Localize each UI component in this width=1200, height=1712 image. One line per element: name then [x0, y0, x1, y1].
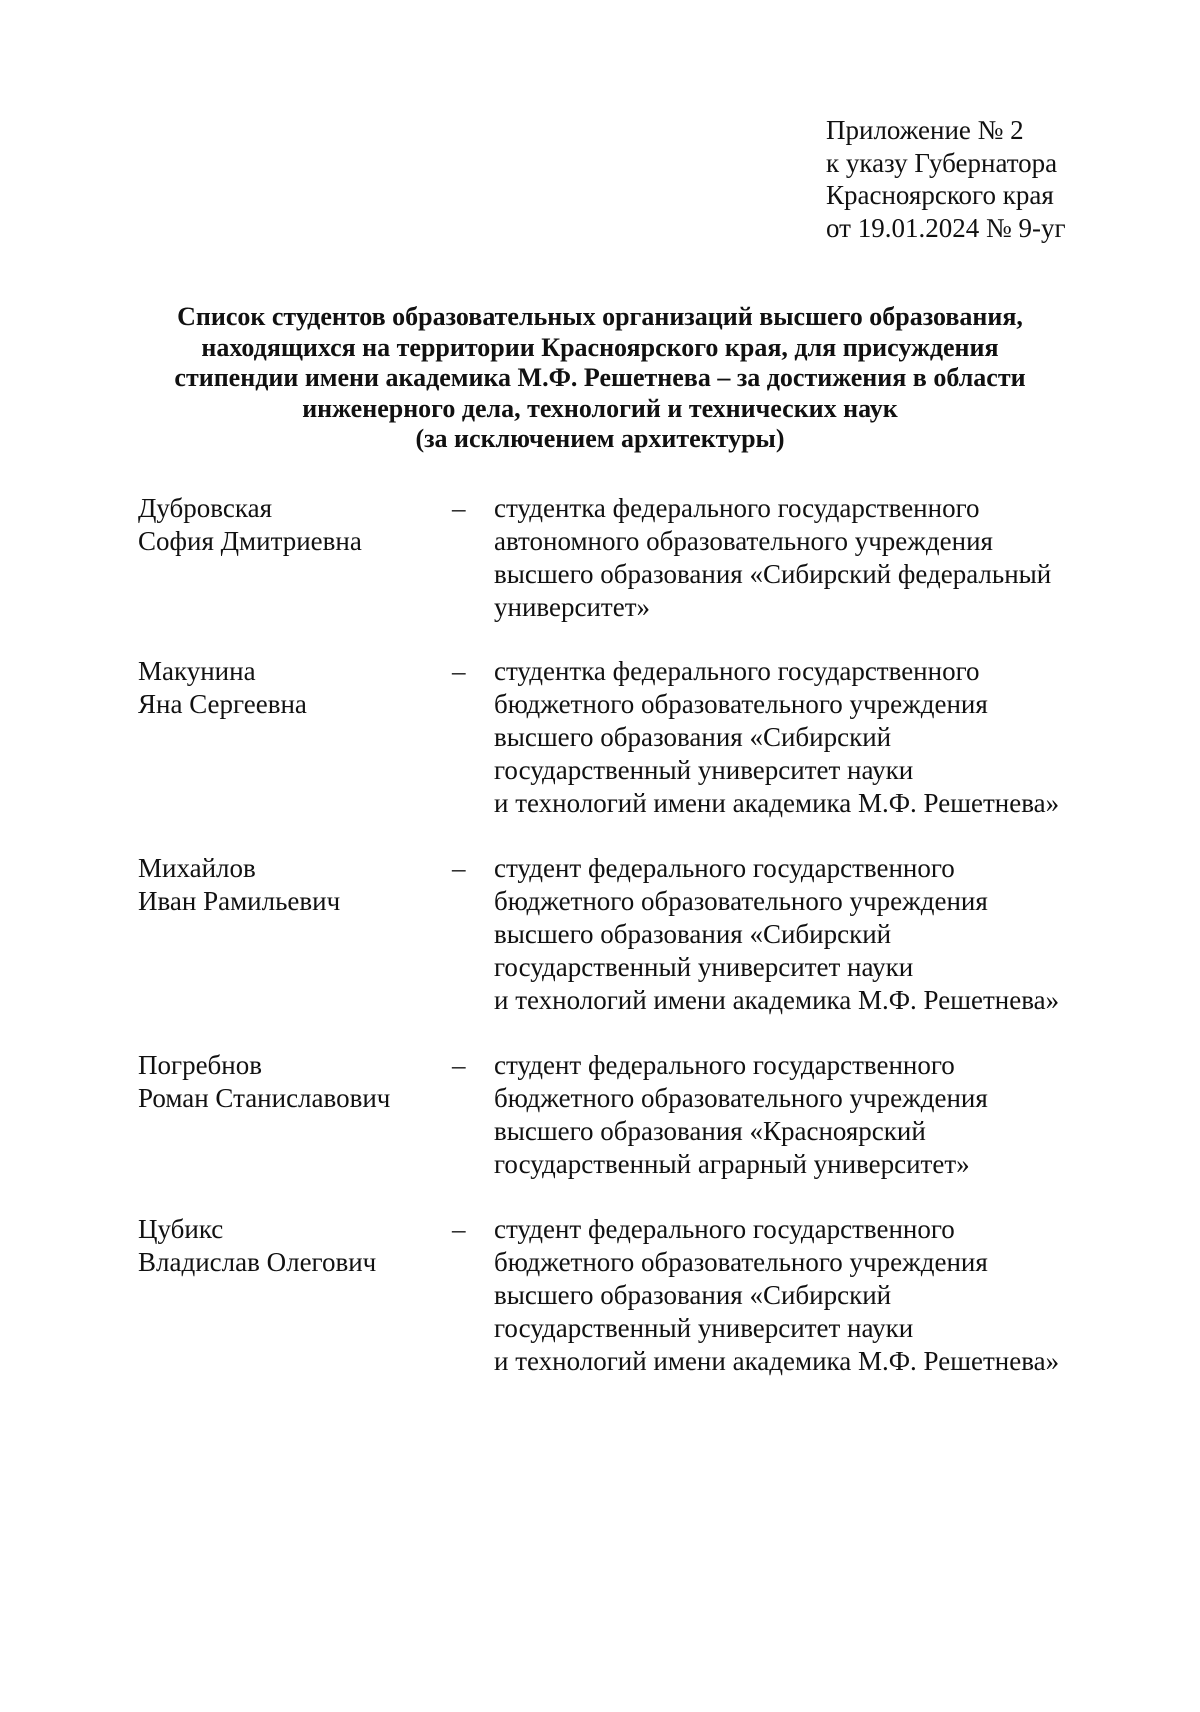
description-line: студентка федерального государственного — [494, 493, 980, 523]
description-line: и технологий имени академика М.Ф. Решетнева» — [494, 1346, 1060, 1376]
student-given-names: Владислав Олегович — [138, 1247, 377, 1277]
description-line: и технологий имени академика М.Ф. Решетнева» — [494, 985, 1060, 1015]
appendix-reference — [826, 114, 1156, 244]
description-line: университет» — [494, 592, 650, 622]
student-surname: Цубикс — [138, 1214, 224, 1244]
title-line: (за исключением архитектуры) — [415, 424, 785, 453]
description-line: студент федерального государственного — [494, 1050, 955, 1080]
student-name — [138, 852, 438, 918]
student-surname: Макунина — [138, 656, 256, 686]
student-name — [138, 492, 438, 558]
student-given-names: Яна Сергеевна — [138, 689, 307, 719]
description-line: студент федерального государственного — [494, 1214, 955, 1244]
description-line: высшего образования «Сибирский — [494, 1280, 892, 1310]
student-given-names: София Дмитриевна — [138, 526, 362, 556]
student-name — [138, 1213, 438, 1279]
student-description — [494, 1213, 1114, 1378]
description-line: высшего образования «Сибирский — [494, 722, 892, 752]
description-line: высшего образования «Сибирский федеральный — [494, 559, 1052, 589]
description-line: студентка федерального государственного — [494, 656, 980, 686]
description-line: бюджетного образовательного учреждения — [494, 1247, 988, 1277]
description-line: бюджетного образовательного учреждения — [494, 886, 988, 916]
document-title — [100, 302, 1100, 455]
description-line: высшего образования «Сибирский — [494, 919, 892, 949]
student-description — [494, 492, 1114, 624]
description-line: государственный аграрный университет» — [494, 1149, 970, 1179]
description-line: студент федерального государственного — [494, 853, 955, 883]
description-line: государственный университет науки — [494, 755, 914, 785]
title-line: находящихся на территории Красноярского края, для присуждения — [201, 332, 999, 362]
entry-dash: – — [452, 1214, 466, 1244]
description-line: автономного образовательного учреждения — [494, 526, 993, 556]
title-line: стипендии имени академика М.Ф. Решетнева – за достижения в области — [174, 363, 1026, 392]
appendix-line: Красноярского края — [826, 180, 1054, 210]
appendix-line: Приложение № 2 — [826, 115, 1024, 145]
entry-dash: – — [452, 853, 466, 883]
student-name — [138, 1049, 438, 1115]
entry-dash: – — [452, 656, 466, 686]
title-line: инженерного дела, технологий и технических наук — [302, 393, 898, 423]
student-description — [494, 655, 1114, 820]
entry-dash: – — [452, 493, 466, 523]
student-surname: Дубровская — [138, 493, 272, 523]
appendix-line: к указу Губернатора — [826, 147, 1058, 178]
description-line: бюджетного образовательного учреждения — [494, 1083, 988, 1113]
title-line: Список студентов образовательных организаций высшего образования, — [177, 302, 1023, 331]
description-line: бюджетного образовательного учреждения — [494, 689, 988, 719]
student-name — [138, 655, 438, 721]
description-line: и технологий имени академика М.Ф. Решетнева» — [494, 788, 1060, 818]
entry-dash: – — [452, 1050, 466, 1080]
student-given-names: Роман Станиславович — [138, 1083, 391, 1113]
description-line: государственный университет науки — [494, 952, 914, 982]
appendix-line: от 19.01.2024 № 9-уг — [826, 212, 1066, 243]
description-line: высшего образования «Красноярский — [494, 1116, 926, 1146]
student-surname: Погребнов — [138, 1050, 262, 1080]
description-line: государственный университет науки — [494, 1313, 914, 1343]
student-description — [494, 1049, 1114, 1181]
student-description — [494, 852, 1114, 1017]
student-surname: Михайлов — [138, 853, 256, 883]
student-given-names: Иван Рамильевич — [138, 886, 341, 916]
